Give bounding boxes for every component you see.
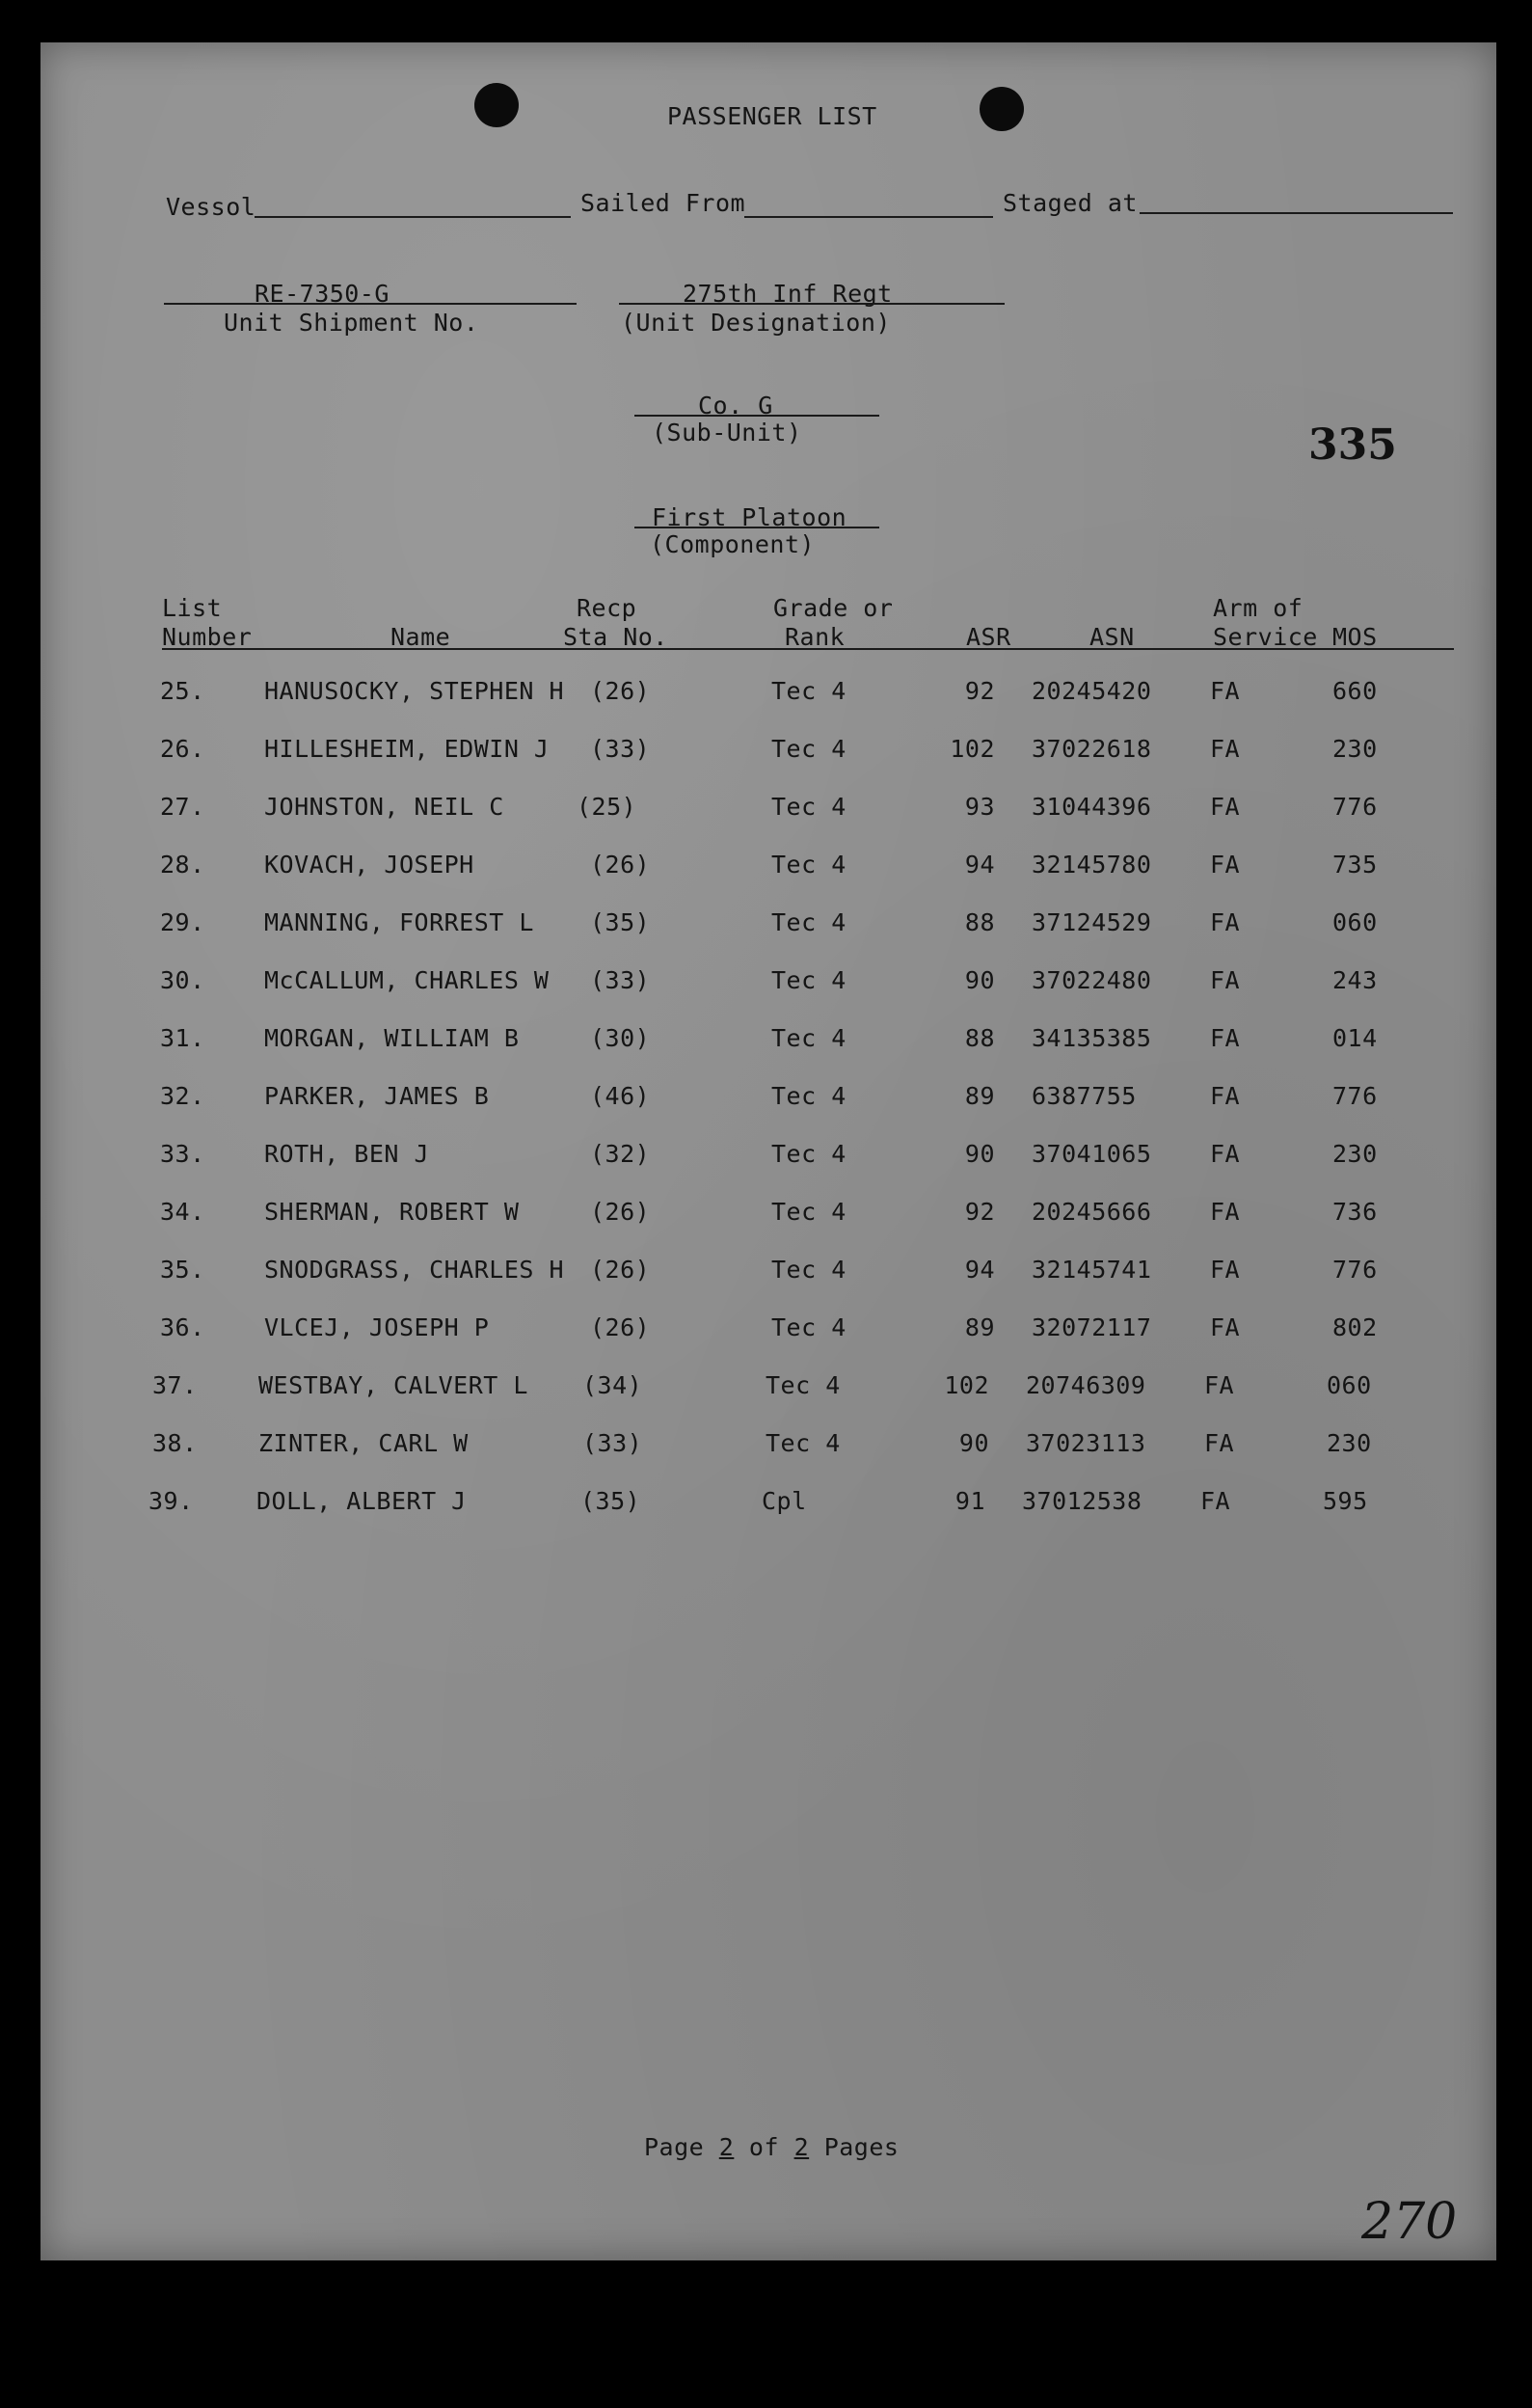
col-grade-line2: Rank — [785, 623, 846, 651]
row-grade: Tec 4 — [771, 677, 847, 705]
row-mos: 060 — [1332, 908, 1378, 936]
row-asn: 32145780 — [1032, 851, 1152, 879]
sailed-from-blank-line — [744, 216, 993, 218]
sub-unit-line — [634, 415, 879, 417]
header-underline — [162, 648, 1454, 650]
row-number: 39. — [148, 1487, 194, 1515]
vessel-label: Vessol — [166, 193, 256, 221]
row-name: WESTBAY, CALVERT L — [258, 1371, 528, 1399]
row-arm: FA — [1210, 1256, 1241, 1284]
row-arm: FA — [1210, 1198, 1241, 1226]
row-name: SNODGRASS, CHARLES H — [264, 1256, 565, 1284]
row-name: SHERMAN, ROBERT W — [264, 1198, 520, 1226]
row-grade: Tec 4 — [771, 1140, 847, 1168]
row-recp: (46) — [590, 1082, 651, 1110]
row-arm: FA — [1210, 1313, 1241, 1341]
unit-designation-label: (Unit Designation) — [621, 309, 891, 337]
row-asr: 88 — [964, 908, 995, 936]
row-recp: (30) — [590, 1024, 651, 1052]
col-arm-line2: Service — [1213, 623, 1318, 651]
page-footer — [644, 2133, 899, 2161]
row-name: ZINTER, CARL W — [258, 1429, 469, 1457]
row-number: 27. — [160, 793, 205, 821]
row-asr: 102 — [950, 735, 995, 763]
row-name: MANNING, FORREST L — [264, 908, 534, 936]
row-mos: 230 — [1327, 1429, 1372, 1457]
page-total: 2 — [793, 2133, 810, 2161]
sub-unit-value: Co. G — [698, 392, 773, 419]
row-mos: 802 — [1332, 1313, 1378, 1341]
row-mos: 595 — [1323, 1487, 1368, 1515]
col-arm-line1: Arm of — [1213, 594, 1304, 622]
col-recp-line1: Recp — [577, 594, 637, 622]
col-asr: ASR — [966, 623, 1011, 651]
row-asn: 37041065 — [1032, 1140, 1152, 1168]
row-recp: (35) — [580, 1487, 641, 1515]
row-recp: (35) — [590, 908, 651, 936]
row-asr: 92 — [964, 1198, 995, 1226]
row-number: 25. — [160, 677, 205, 705]
row-recp: (26) — [590, 1198, 651, 1226]
row-mos: 230 — [1332, 1140, 1378, 1168]
row-recp: (32) — [590, 1140, 651, 1168]
row-grade: Tec 4 — [771, 966, 847, 994]
row-number: 34. — [160, 1198, 205, 1226]
row-grade: Tec 4 — [771, 1198, 847, 1226]
page-suffix: Pages — [823, 2133, 900, 2161]
row-asn: 37023113 — [1026, 1429, 1146, 1457]
row-asr: 91 — [954, 1487, 985, 1515]
row-grade: Tec 4 — [771, 1082, 847, 1110]
row-recp: (25) — [577, 793, 637, 821]
row-mos: 014 — [1332, 1024, 1378, 1052]
row-asr: 93 — [964, 793, 995, 821]
row-mos: 736 — [1332, 1198, 1378, 1226]
row-asn: 32072117 — [1032, 1313, 1152, 1341]
row-recp: (26) — [590, 851, 651, 879]
col-name: Name — [390, 623, 451, 651]
sailed-from-label: Sailed From — [580, 189, 746, 217]
row-name: MORGAN, WILLIAM B — [264, 1024, 520, 1052]
unit-shipment-label: Unit Shipment No. — [224, 309, 479, 337]
punch-hole-right — [980, 87, 1024, 131]
row-grade: Tec 4 — [766, 1371, 841, 1399]
component-value: First Platoon — [652, 503, 847, 531]
row-grade: Tec 4 — [771, 735, 847, 763]
row-arm: FA — [1204, 1429, 1235, 1457]
row-asn: 34135385 — [1032, 1024, 1152, 1052]
row-mos: 776 — [1332, 1256, 1378, 1284]
sub-unit-label: (Sub-Unit) — [652, 419, 802, 446]
document-sheet — [40, 42, 1496, 2260]
row-asr: 90 — [964, 1140, 995, 1168]
row-name: ROTH, BEN J — [264, 1140, 430, 1168]
row-recp: (26) — [590, 677, 651, 705]
page-prefix: Page — [644, 2133, 705, 2161]
col-grade-line1: Grade or — [773, 594, 894, 622]
row-name: HILLESHEIM, EDWIN J — [264, 735, 550, 763]
row-grade: Tec 4 — [771, 793, 847, 821]
row-asn: 37022618 — [1032, 735, 1152, 763]
row-grade: Tec 4 — [771, 851, 847, 879]
row-recp: (33) — [582, 1429, 643, 1457]
row-number: 38. — [152, 1429, 198, 1457]
row-number: 26. — [160, 735, 205, 763]
vessel-blank-line — [255, 216, 571, 218]
row-mos: 060 — [1327, 1371, 1372, 1399]
row-asn: 20245420 — [1032, 677, 1152, 705]
row-name: McCALLUM, CHARLES W — [264, 966, 550, 994]
row-grade: Tec 4 — [771, 1256, 847, 1284]
row-asr: 89 — [964, 1313, 995, 1341]
row-number: 37. — [152, 1371, 198, 1399]
row-number: 36. — [160, 1313, 205, 1341]
row-recp: (33) — [590, 966, 651, 994]
row-grade: Tec 4 — [766, 1429, 841, 1457]
row-recp: (26) — [590, 1313, 651, 1341]
row-number: 31. — [160, 1024, 205, 1052]
row-asn: 6387755 — [1032, 1082, 1137, 1110]
row-number: 33. — [160, 1140, 205, 1168]
component-line — [634, 527, 879, 528]
staged-at-blank-line — [1140, 212, 1453, 214]
row-recp: (34) — [582, 1371, 643, 1399]
row-number: 35. — [160, 1256, 205, 1284]
col-asn: ASN — [1089, 623, 1135, 651]
row-asr: 90 — [964, 966, 995, 994]
row-name: KOVACH, JOSEPH — [264, 851, 474, 879]
row-grade: Cpl — [762, 1487, 807, 1515]
row-mos: 230 — [1332, 735, 1378, 763]
stamped-number: 335 — [1308, 420, 1397, 470]
row-arm: FA — [1210, 966, 1241, 994]
row-arm: FA — [1210, 851, 1241, 879]
row-asn: 37012538 — [1022, 1487, 1142, 1515]
row-number: 28. — [160, 851, 205, 879]
row-mos: 776 — [1332, 793, 1378, 821]
row-asr: 102 — [944, 1371, 989, 1399]
row-arm: FA — [1210, 1024, 1241, 1052]
row-grade: Tec 4 — [771, 908, 847, 936]
row-mos: 776 — [1332, 1082, 1378, 1110]
col-mos: MOS — [1332, 623, 1378, 651]
row-asn: 32145741 — [1032, 1256, 1152, 1284]
row-asr: 90 — [958, 1429, 989, 1457]
row-arm: FA — [1210, 1140, 1241, 1168]
row-arm: FA — [1210, 908, 1241, 936]
row-recp: (26) — [590, 1256, 651, 1284]
row-asn: 20245666 — [1032, 1198, 1152, 1226]
handwritten-number: 270 — [1361, 2193, 1458, 2251]
row-grade: Tec 4 — [771, 1313, 847, 1341]
row-number: 29. — [160, 908, 205, 936]
row-asn: 37022480 — [1032, 966, 1152, 994]
unit-designation-value: 275th Inf Regt — [683, 280, 893, 308]
row-asn: 31044396 — [1032, 793, 1152, 821]
row-asr: 94 — [964, 1256, 995, 1284]
row-arm: FA — [1210, 677, 1241, 705]
unit-designation-line — [619, 303, 1005, 305]
page-current: 2 — [718, 2133, 735, 2161]
row-name: JOHNSTON, NEIL C — [264, 793, 504, 821]
page-of: of — [748, 2133, 780, 2161]
row-mos: 735 — [1332, 851, 1378, 879]
row-name: VLCEJ, JOSEPH P — [264, 1313, 490, 1341]
row-number: 30. — [160, 966, 205, 994]
row-grade: Tec 4 — [771, 1024, 847, 1052]
row-arm: FA — [1210, 735, 1241, 763]
row-asr: 92 — [964, 677, 995, 705]
col-list-line1: List — [162, 594, 223, 622]
row-number: 32. — [160, 1082, 205, 1110]
staged-at-label: Staged at — [1003, 189, 1138, 217]
punch-hole-left — [474, 83, 519, 127]
row-asr: 88 — [964, 1024, 995, 1052]
row-name: PARKER, JAMES B — [264, 1082, 490, 1110]
document-title: PASSENGER LIST — [667, 102, 877, 130]
row-mos: 660 — [1332, 677, 1378, 705]
row-name: DOLL, ALBERT J — [256, 1487, 467, 1515]
row-name: HANUSOCKY, STEPHEN H — [264, 677, 565, 705]
row-arm: FA — [1200, 1487, 1231, 1515]
unit-shipment-value: RE-7350-G — [255, 280, 390, 308]
unit-shipment-line — [164, 303, 577, 305]
row-asr: 89 — [964, 1082, 995, 1110]
row-mos: 243 — [1332, 966, 1378, 994]
row-asn: 37124529 — [1032, 908, 1152, 936]
row-recp: (33) — [590, 735, 651, 763]
row-arm: FA — [1204, 1371, 1235, 1399]
row-asn: 20746309 — [1026, 1371, 1146, 1399]
row-arm: FA — [1210, 1082, 1241, 1110]
row-arm: FA — [1210, 793, 1241, 821]
component-label: (Component) — [650, 530, 816, 558]
col-recp-line2: Sta No. — [563, 623, 668, 651]
col-list-line2: Number — [162, 623, 253, 651]
row-asr: 94 — [964, 851, 995, 879]
